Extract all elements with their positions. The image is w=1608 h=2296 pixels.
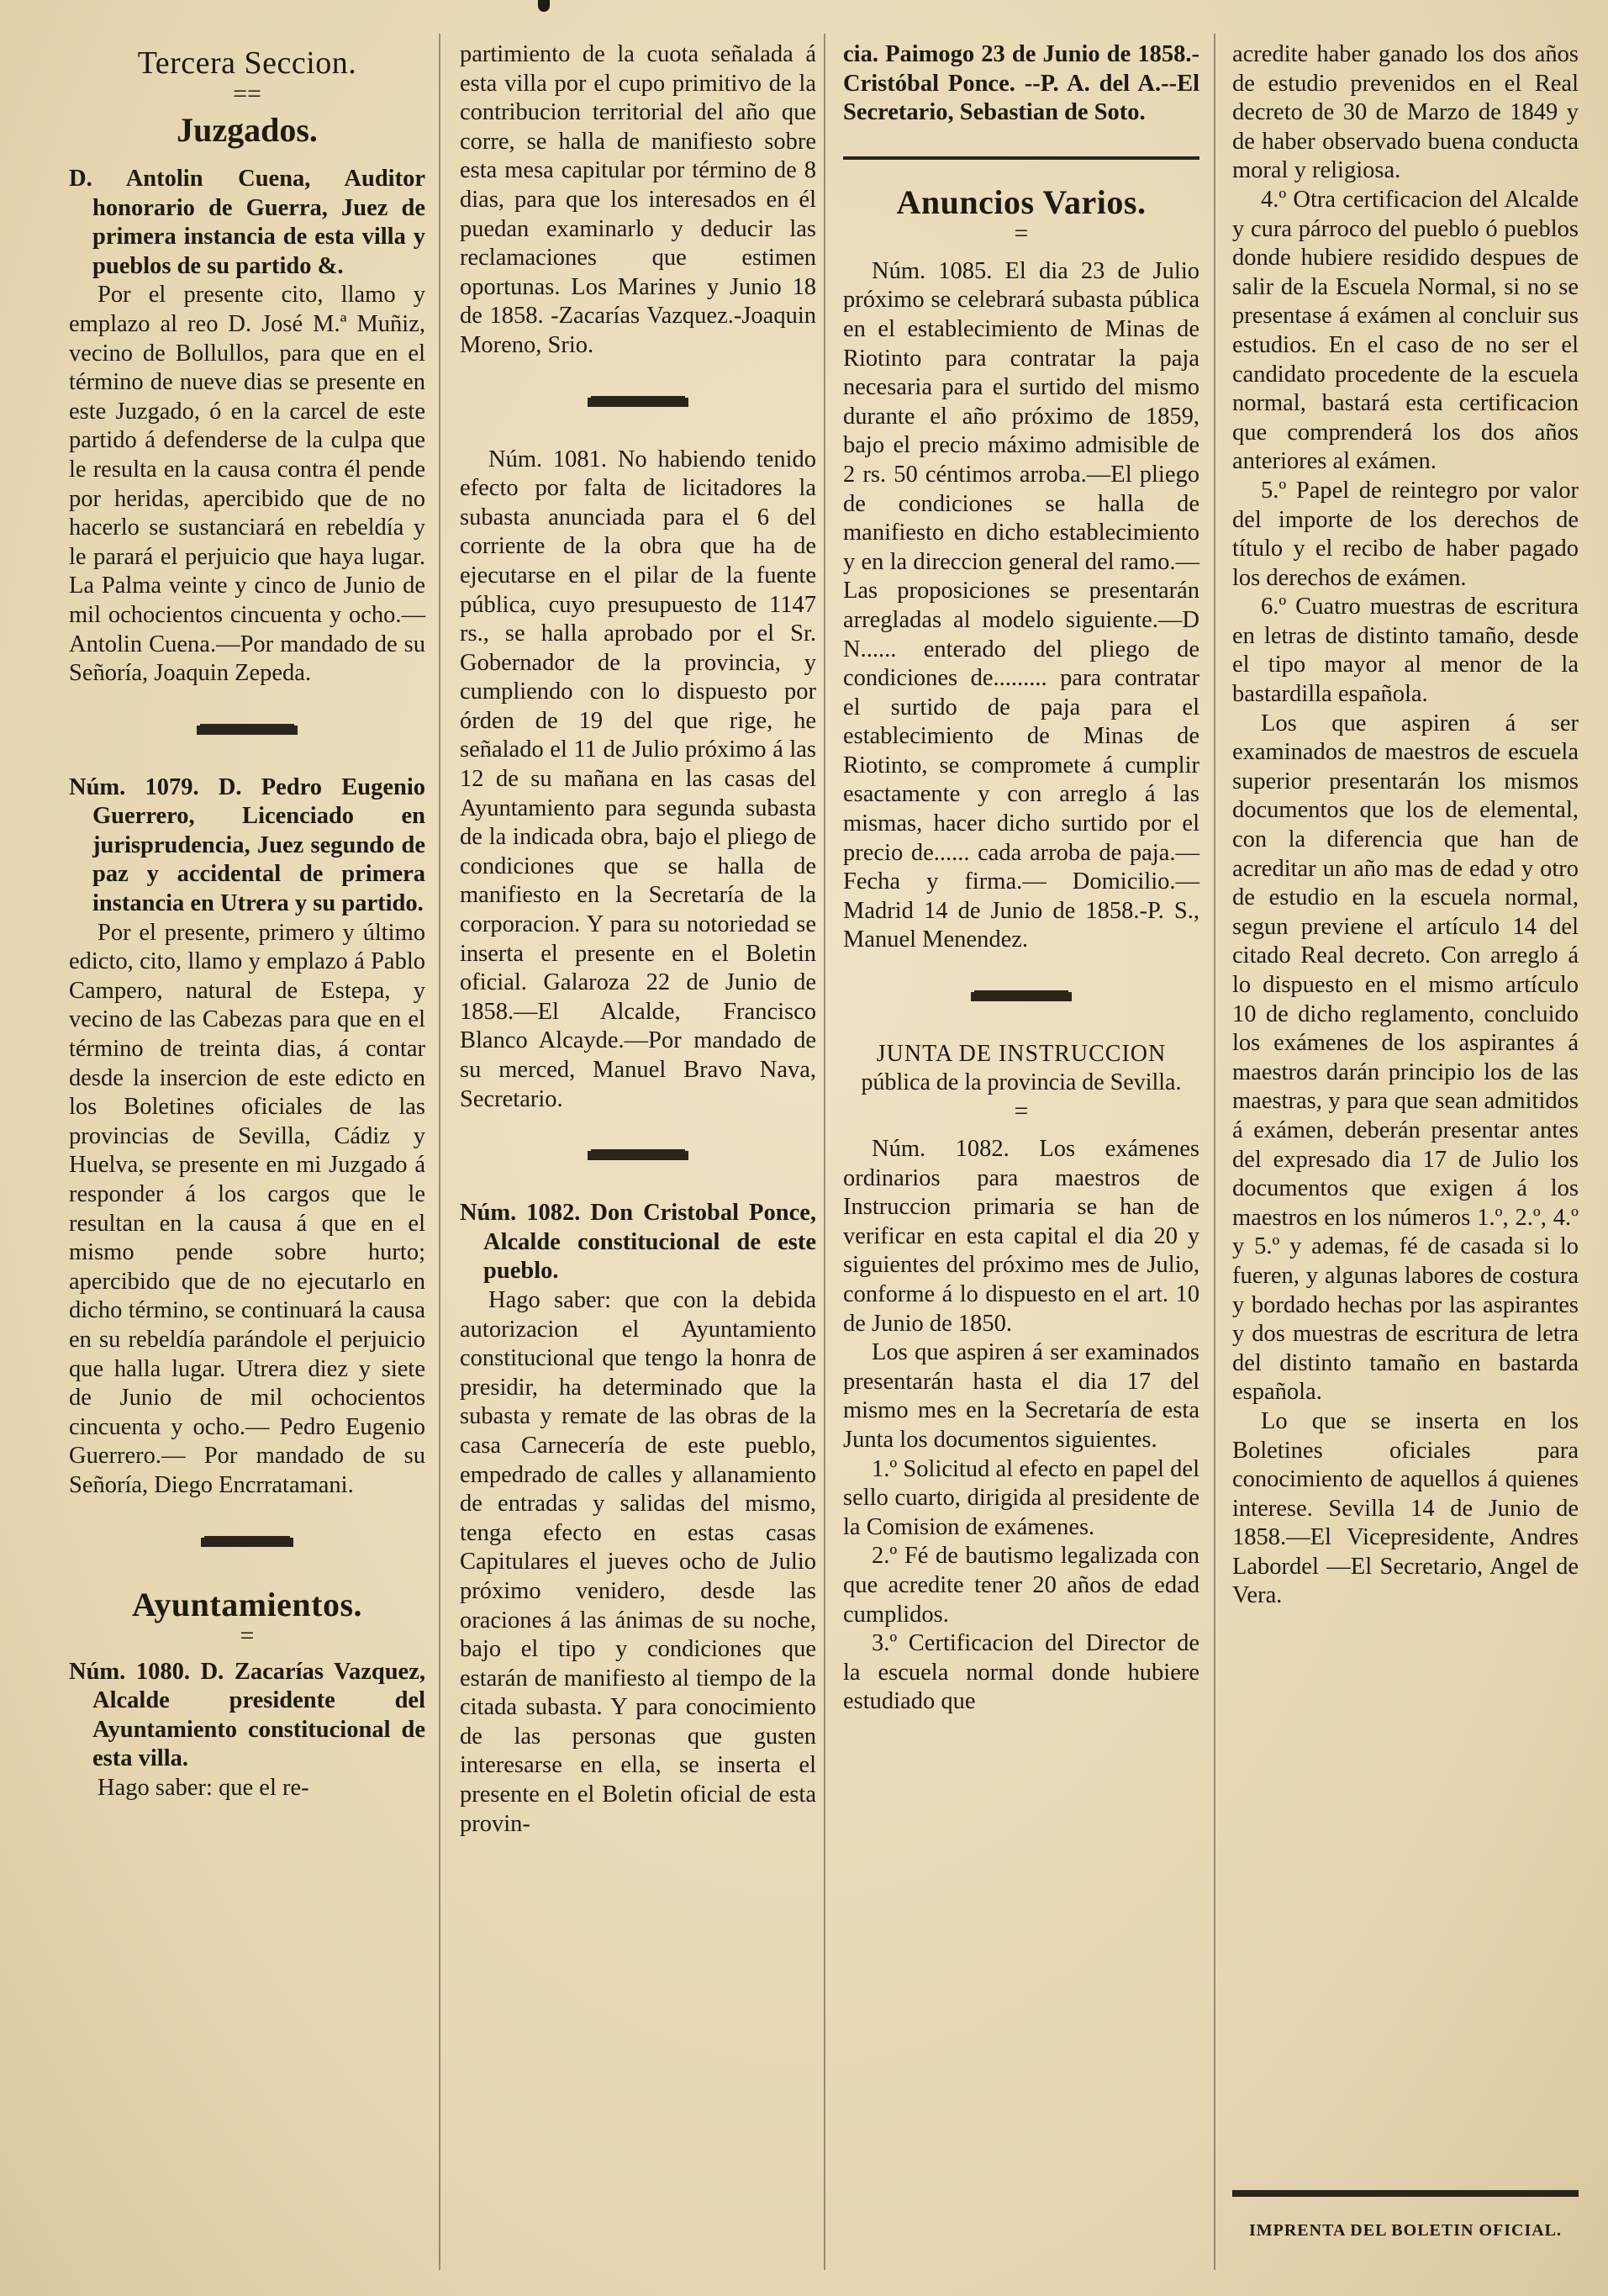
imprint-rule	[1232, 2190, 1579, 2197]
exam-notice-intro: Núm. 1082. Los exámenes ordinarios para maestros de Instruccion primaria se han de verificar en esta capital el dia 20 y siguientes del próximo mes de Julio, conforme á lo dispuesto en el art. 10 de Junio de 1850.	[843, 1136, 1199, 1337]
column-2	[460, 40, 816, 1839]
juzgados-heading: Juzgados.	[177, 111, 318, 149]
anuncios-heading: Anuncios Varios.	[896, 182, 1147, 221]
column-rule	[824, 34, 825, 2270]
notice-header: D. Antolin Cuena, Auditor honorario de Guerra, Juez de primera instancia de esta villa y pueblos de su partido &.	[69, 166, 425, 279]
separator	[588, 398, 688, 407]
notice-1085: Núm. 1085. El dia 23 de Julio próximo se celebrará subasta pública en el establecimiento de Minas de Riotinto para contratar la paja necesaria para el surtido del mismo durante el año próximo de 1859, bajo el precio máximo admisible de 2 rs. 50 céntimos arroba.—El pliego de condiciones se halla de manifiesto en dicho establecimiento y en la direccion general del ramo.—Las proposiciones se presentarán arregladas al modelo siguiente.—D N...... enterado del pliego de condiciones de......... para contratar el surtido de paja para el establecimiento de Minas de Riotinto, se compromete á cumplir esactamente y con arreglo á las mismas, hacer dicho surtido por el precio de...... cada arroba de paja.—Fecha y firma.— Domicilio.—Madrid 14 de Junio de 1858.-P. S., Manuel Menendez.	[843, 257, 1199, 953]
notice-body: Por el presente cito, llamo y emplazo al reo D. José M.ª Muñiz, vecino de Bollullos, para que en el término de nueve dias se presente en este Juzgado, ó en la carcel de este partido á defenderse de la culpa que le resulta en la causa contra él pende por heridas, apercibido que de no hacerlo se sustanciará en rebeldía y le parará el perjuicio que haya lugar. La Palma veinte y cinco de Junio de mil ochocientos cincuenta y ocho.— Antolin Cuena.—Por mandado de su Señoría, Joaquin Zepeda.	[69, 282, 425, 687]
imprint-line: IMPRENTA DEL BOLETIN OFICIAL.	[1248, 2221, 1563, 2240]
column-4	[1232, 40, 1579, 1611]
exam-closing: Lo que se inserta en los Boletines oficiales para conocimiento de aquellos á quienes interese. Sevilla 14 de Junio de 1858.—El Vicepresidente, Andres Labordel —El Secretario, Angel de Vera.	[1232, 1407, 1579, 1609]
exam-requirement-6: 6.º Cuatro muestras de escritura en letras de distinto tamaño, desde el tipo mayor al menor de la bastardilla española.	[1232, 594, 1579, 708]
column-1	[69, 40, 425, 1803]
notice-1080-continued: partimiento de la cuota señalada á esta villa por el cupo primitivo de la contribucion territorial del año que corre, se halla de manifiesto sobre esta mesa capitular por término de 8 dias, para que los interesados en él puedan examinarlo y deducir las reclamaciones que estimen oportunas. Los Marines y Junio 18 de 1858. -Zacarías Vazquez.-Joaquin Moreno, Srio.	[460, 41, 816, 358]
column-3	[843, 40, 1199, 1717]
notice-1079-body: Por el presente, primero y último edicto, cito, llamo y emplazo á Pablo Campero, natural de Estepa, y vecino de las Cabezas para que en el término de treinta dias, á contar desde la insercion de este edicto en los Boletines oficiales de las provincias de Sevilla, Cádiz y Huelva, se presente en mi Juzgado á responder á los cargos que le resultan en la causa á que en el mismo pende sobre hurto; apercibido que de no ejecutarlo en dicho término, se continuará la causa en su rebeldía parándole el perjuicio que halla lugar. Utrera diez y siete de Junio de mil ochocientos cincuenta y ocho.— Pedro Eugenio Guerrero.— Por mandado de su Señoría, Diego Encrratamani.	[69, 919, 425, 1498]
notice-1082-header: Núm. 1082. Don Cristobal Ponce, Alcalde constitucional de este pueblo.	[460, 1200, 816, 1285]
notice-1082-continued: cia. Paimogo 23 de Junio de 1858.-Cristóbal Ponce. --P. A. del A.--El Secretario, Sebastian de Soto.	[843, 41, 1199, 126]
exam-requirement-5: 5.º Papel de reintegro por valor del importe de los derechos de título y el recibo de haber pagado los derechos de exámen.	[1232, 477, 1579, 591]
thick-rule	[843, 156, 1199, 160]
single-rule: =	[1014, 219, 1029, 247]
section-heading: Tercera Seccion.	[137, 45, 357, 81]
exam-superior-notice: Los que aspiren á ser examinados de maestros de escuela superior presentarán los mismos documentos que los de elemental, con la diferencia que han de acreditar un año mas de edad y otro de estudio en la escuela normal, segun previene el artículo 14 del citado Real decreto. Con arreglo á lo dispuesto en el mismo artículo 10 de dicho reglamento, concluido los exámenes de los aspirantes á maestros darán principio los de las maestras, y para que sean admitidos á exámen, deberán presentar antes del expresado dia 17 de Julio los documentos que exigen á los maestros en los números 1.º, 2.º, 4.º y 5.º y ademas, fé de casada si lo fueren, y algunas labores de costura y bordado hechas por las aspirantes y dos muestras de escritura de letra del distinto tamaño en bastarda española.	[1232, 710, 1579, 1406]
exam-notice-docs: Los que aspiren á ser examinados presentarán hasta el dia 17 del mismo mes en la Secretaría de esta Junta los documentos siguientes.	[843, 1339, 1199, 1453]
notice-1081: Núm. 1081. No habiendo tenido efecto por falta de licitadores la subasta anunciada para el 6 del corriente de la obra que ha de ejecutarse en el pilar de la fuente pública, cuyo presupuesto de 1147 rs., se halla aprobado por el Sr. Gobernador de la provincia, y cumpliendo con lo dispuesto por órden de 19 del que rige, he señalado el 11 de Julio próximo á las 12 de su mañana en las casas del Ayuntamiento para segunda subasta de la indicada obra, bajo el pliego de condiciones que se halla de manifiesto en la Secretaría de la corporacion. Y para su notoriedad se inserta el presente en el Boletin oficial. Galaroza 22 de Junio de 1858.—El Alcalde, Francisco Blanco Alcayde.—Por mandado de su merced, Manuel Bravo Nava, Secretario.	[460, 446, 816, 1112]
notice-1080-header: Núm. 1080. D. Zacarías Vazquez, Alcalde presidente del Ayuntamiento constitucional de esta villa.	[69, 1658, 425, 1772]
exam-requirement-4: 4.º Otra certificacion del Alcalde y cura párroco del pueblo ó pueblos donde hubiere residido despues de salir de la Escuela Normal, si no se presentase á exámen al concluir sus estudios. En el caso de no ser el candidato procedente de la escuela normal, bastará esta certificacion que comprenderá los dos años anteriores al exámen.	[1232, 186, 1579, 475]
notice-1080-body: Hago saber: que el re-	[98, 1774, 309, 1801]
exam-requirement-3: 3.º Certificacion del Director de la escuela normal donde hubiere estudiado que	[843, 1630, 1199, 1715]
single-rule: =	[1014, 1097, 1029, 1126]
junta-heading: JUNTA DE INSTRUCCION	[876, 1041, 1167, 1068]
ayuntamientos-heading: Ayuntamientos.	[131, 1585, 363, 1623]
separator	[201, 1538, 293, 1547]
junta-subheading: pública de la provincia de Sevilla.	[861, 1069, 1182, 1096]
notice-1082-body: Hago saber: que con la debida autorizacion el Ayuntamiento constitucional que tengo la honra de presidir, ha determinado que la subasta y remate de las obras de la casa Carnecería de este pueblo, empedrado de calles y allanamiento de entradas y salidas del mismo, tenga efecto en estas casas Capitulares el jueves ocho de Julio próximo venidero, desde las oraciones á las ánimas de su noche, bajo el tipo y condiciones que estarán de manifiesto al tiempo de la citada subasta. Y para conocimiento de las personas que gusten interesarse en ella, se inserta el presente en el Boletin oficial de esta provin-	[460, 1286, 816, 1837]
separator	[971, 992, 1072, 1001]
notice-1079-header: Núm. 1079. D. Pedro Eugenio Guerrero, Licenciado en jurisprudencia, Juez segundo de paz y accidental de primera instancia en Utrera y su partido.	[69, 773, 425, 917]
column-rule	[1214, 34, 1215, 2270]
exam-requirement-3-continued: acredite haber ganado los dos años de estudio prevenidos en el Real decreto de 30 de Marzo de 1849 y de haber observado buena conducta moral y religiosa.	[1232, 41, 1579, 184]
separator	[588, 1151, 688, 1160]
separator	[197, 726, 298, 735]
ink-blot	[538, 0, 550, 12]
single-rule: =	[240, 1621, 255, 1649]
double-rule: ==	[233, 80, 261, 108]
column-rule	[439, 34, 440, 2270]
exam-requirement-1: 1.º Solicitud al efecto en papel del sello cuarto, dirigida al presidente de la Comision de exámenes.	[843, 1455, 1199, 1540]
exam-requirement-2: 2.º Fé de bautismo legalizada con que acredite tener 20 años de edad cumplidos.	[843, 1543, 1199, 1628]
